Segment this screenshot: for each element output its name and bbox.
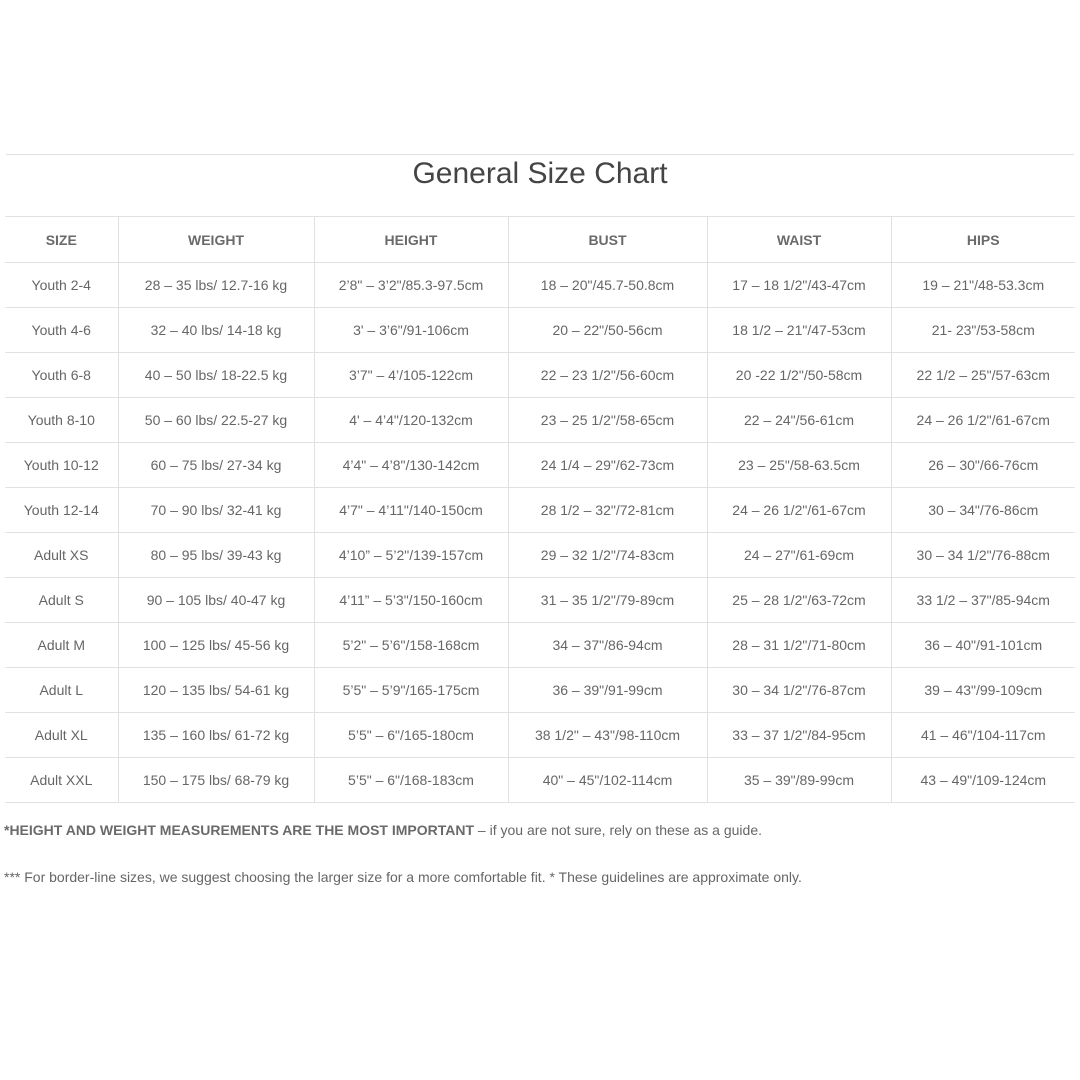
footnote-borderline: *** For border-line sizes, we suggest choosing the larger size for a more comfortable fit. * These guidelines are approximate only. — [4, 869, 802, 885]
cell-height: 5’5" – 6"/165-180cm — [314, 713, 508, 758]
table-row — [5, 263, 1075, 308]
cell-weight: 28 – 35 lbs/ 12.7-16 kg — [118, 263, 314, 308]
footnote-measurements-emphasis: *HEIGHT AND WEIGHT MEASUREMENTS ARE THE MOST IMPORTANT — [4, 822, 475, 838]
cell-waist: 24 – 27"/61-69cm — [707, 533, 891, 578]
table-row — [5, 713, 1075, 758]
column-header-bust: BUST — [508, 217, 707, 263]
cell-height: 3’7" – 4’/105-122cm — [314, 353, 508, 398]
cell-weight: 50 – 60 lbs/ 22.5-27 kg — [118, 398, 314, 443]
cell-hips: 26 – 30"/66-76cm — [891, 443, 1075, 488]
column-header-waist: WAIST — [707, 217, 891, 263]
cell-height: 4’11” – 5’3"/150-160cm — [314, 578, 508, 623]
cell-weight: 70 – 90 lbs/ 32-41 kg — [118, 488, 314, 533]
cell-height: 4’10” – 5’2"/139-157cm — [314, 533, 508, 578]
cell-height: 2’8" – 3’2"/85.3-97.5cm — [314, 263, 508, 308]
column-header-hips: HIPS — [891, 217, 1075, 263]
cell-bust: 22 – 23 1/2"/56-60cm — [508, 353, 707, 398]
cell-size: Youth 4-6 — [5, 308, 118, 353]
table-header-row — [5, 217, 1075, 263]
cell-waist: 33 – 37 1/2"/84-95cm — [707, 713, 891, 758]
table-row — [5, 398, 1075, 443]
cell-bust: 31 – 35 1/2"/79-89cm — [508, 578, 707, 623]
cell-weight: 120 – 135 lbs/ 54-61 kg — [118, 668, 314, 713]
cell-waist: 23 – 25"/58-63.5cm — [707, 443, 891, 488]
cell-height: 5’5" – 6"/168-183cm — [314, 758, 508, 803]
cell-bust: 28 1/2 – 32"/72-81cm — [508, 488, 707, 533]
cell-size: Adult XXL — [5, 758, 118, 803]
cell-weight: 60 – 75 lbs/ 27-34 kg — [118, 443, 314, 488]
cell-weight: 32 – 40 lbs/ 14-18 kg — [118, 308, 314, 353]
table-row — [5, 353, 1075, 398]
cell-weight: 100 – 125 lbs/ 45-56 kg — [118, 623, 314, 668]
cell-weight: 135 – 160 lbs/ 61-72 kg — [118, 713, 314, 758]
table-body — [5, 263, 1075, 803]
cell-size: Adult M — [5, 623, 118, 668]
cell-bust: 18 – 20"/45.7-50.8cm — [508, 263, 707, 308]
cell-hips: 30 – 34"/76-86cm — [891, 488, 1075, 533]
cell-hips: 36 – 40"/91-101cm — [891, 623, 1075, 668]
cell-hips: 19 – 21"/48-53.3cm — [891, 263, 1075, 308]
cell-height: 4’7" – 4’11"/140-150cm — [314, 488, 508, 533]
cell-waist: 35 – 39"/89-99cm — [707, 758, 891, 803]
cell-height: 5’5" – 5’9"/165-175cm — [314, 668, 508, 713]
cell-hips: 39 – 43"/99-109cm — [891, 668, 1075, 713]
cell-height: 4’4" – 4’8"/130-142cm — [314, 443, 508, 488]
cell-hips: 30 – 34 1/2"/76-88cm — [891, 533, 1075, 578]
table-row — [5, 488, 1075, 533]
cell-height: 4' – 4’4"/120-132cm — [314, 398, 508, 443]
cell-hips: 21- 23"/53-58cm — [891, 308, 1075, 353]
cell-waist: 24 – 26 1/2"/61-67cm — [707, 488, 891, 533]
cell-waist: 30 – 34 1/2"/76-87cm — [707, 668, 891, 713]
cell-hips: 24 – 26 1/2"/61-67cm — [891, 398, 1075, 443]
footnote-measurements — [4, 822, 762, 838]
column-header-size: SIZE — [5, 217, 118, 263]
cell-bust: 40" – 45"/102-114cm — [508, 758, 707, 803]
cell-size: Adult S — [5, 578, 118, 623]
cell-size: Youth 10-12 — [5, 443, 118, 488]
cell-hips: 41 – 46"/104-117cm — [891, 713, 1075, 758]
cell-bust: 23 – 25 1/2"/58-65cm — [508, 398, 707, 443]
cell-height: 5’2" – 5’6"/158-168cm — [314, 623, 508, 668]
size-chart-table — [5, 216, 1075, 803]
cell-waist: 17 – 18 1/2"/43-47cm — [707, 263, 891, 308]
cell-waist: 25 – 28 1/2"/63-72cm — [707, 578, 891, 623]
cell-bust: 29 – 32 1/2"/74-83cm — [508, 533, 707, 578]
column-header-weight: WEIGHT — [118, 217, 314, 263]
cell-bust: 36 – 39"/91-99cm — [508, 668, 707, 713]
table-row — [5, 308, 1075, 353]
table-row — [5, 623, 1075, 668]
cell-waist: 22 – 24"/56-61cm — [707, 398, 891, 443]
cell-bust: 24 1/4 – 29"/62-73cm — [508, 443, 707, 488]
cell-waist: 28 – 31 1/2"/71-80cm — [707, 623, 891, 668]
cell-hips: 22 1/2 – 25"/57-63cm — [891, 353, 1075, 398]
cell-weight: 150 – 175 lbs/ 68-79 kg — [118, 758, 314, 803]
cell-weight: 40 – 50 lbs/ 18-22.5 kg — [118, 353, 314, 398]
cell-hips: 33 1/2 – 37"/85-94cm — [891, 578, 1075, 623]
cell-size: Youth 2-4 — [5, 263, 118, 308]
table-row — [5, 578, 1075, 623]
cell-waist: 18 1/2 – 21"/47-53cm — [707, 308, 891, 353]
cell-bust: 38 1/2" – 43"/98-110cm — [508, 713, 707, 758]
cell-waist: 20 -22 1/2"/50-58cm — [707, 353, 891, 398]
cell-size: Adult XS — [5, 533, 118, 578]
cell-size: Youth 8-10 — [5, 398, 118, 443]
cell-size: Youth 12-14 — [5, 488, 118, 533]
cell-size: Adult L — [5, 668, 118, 713]
cell-bust: 34 – 37"/86-94cm — [508, 623, 707, 668]
cell-weight: 90 – 105 lbs/ 40-47 kg — [118, 578, 314, 623]
cell-size: Youth 6-8 — [5, 353, 118, 398]
table-row — [5, 668, 1075, 713]
column-header-height: HEIGHT — [314, 217, 508, 263]
cell-bust: 20 – 22"/50-56cm — [508, 308, 707, 353]
cell-hips: 43 – 49"/109-124cm — [891, 758, 1075, 803]
page-title: General Size Chart — [412, 157, 668, 190]
cell-height: 3' – 3’6"/91-106cm — [314, 308, 508, 353]
table-row — [5, 758, 1075, 803]
cell-size: Adult XL — [5, 713, 118, 758]
cell-weight: 80 – 95 lbs/ 39-43 kg — [118, 533, 314, 578]
footnote-measurements-text: – if you are not sure, rely on these as a guide. — [474, 822, 762, 838]
table-row — [5, 443, 1075, 488]
table-row — [5, 533, 1075, 578]
